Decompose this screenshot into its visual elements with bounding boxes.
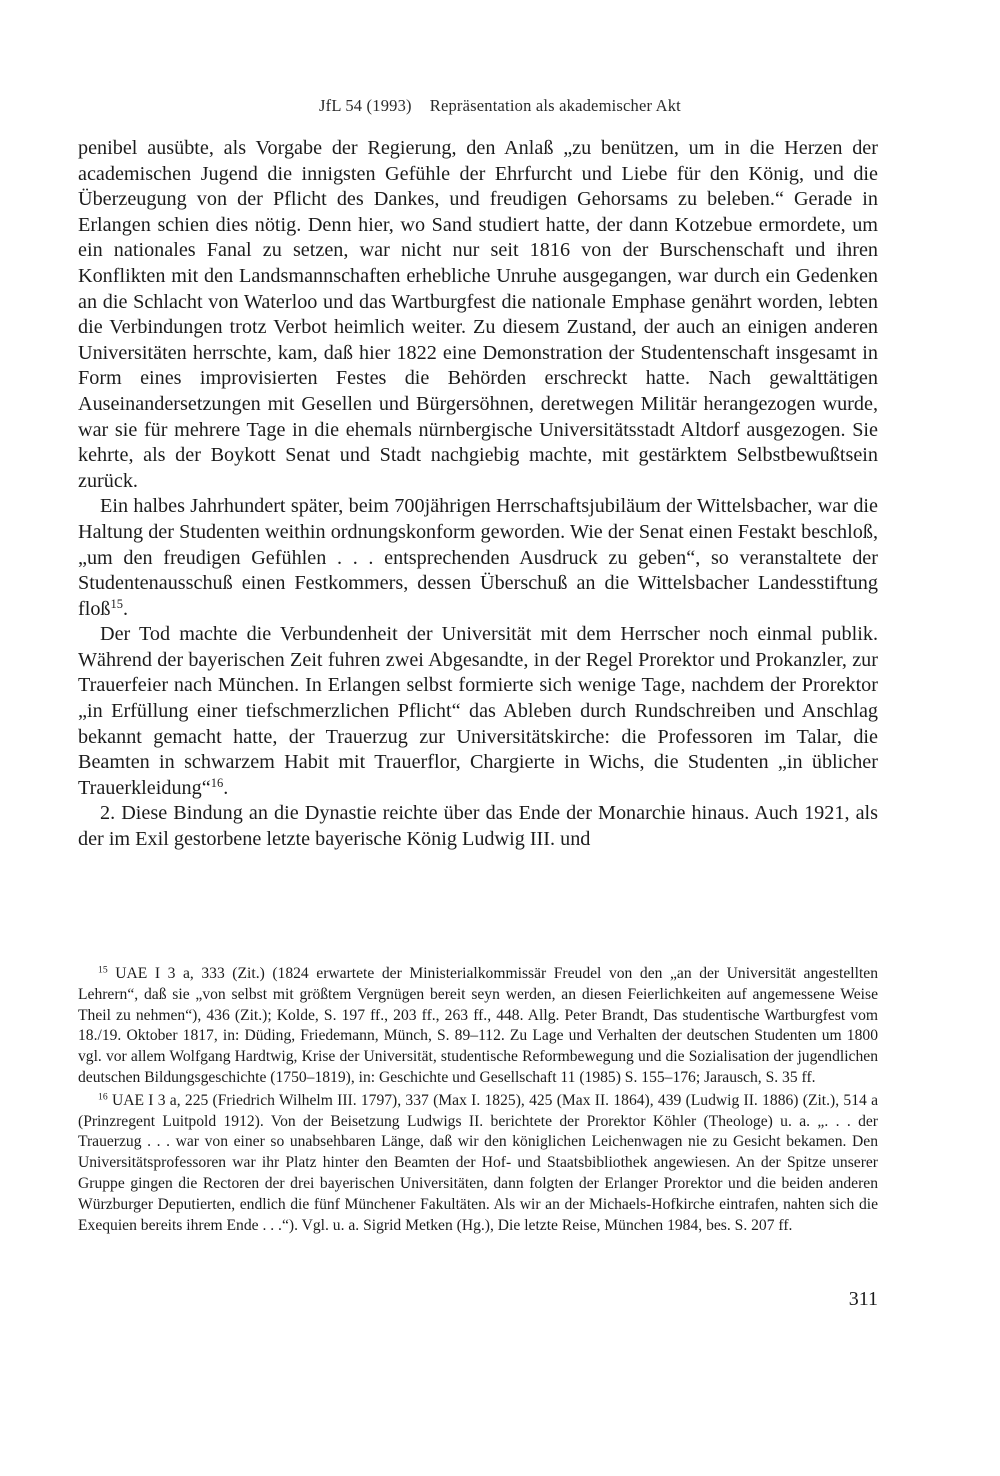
footnote-ref-16[interactable]: 16: [210, 775, 224, 790]
footnote-15: [78, 964, 878, 1089]
paragraph-3-end: .: [223, 776, 229, 799]
paragraph-4: 2. Diese Bindung an die Dynastie reichte über das Ende der Monarchie hinaus. Auch 1921, als der im Exil gestorbene letzte bayerische König Ludwig III. und: [78, 802, 878, 851]
journal-reference: JfL 54 (1993): [319, 96, 412, 115]
page-number: 311: [848, 1288, 878, 1310]
paragraph-2: [78, 494, 878, 622]
footnote-text: UAE I 3 a, 333 (Zit.) (1824 erwartete der Ministerialkommissär Freudel von den „an der Universität angestellten Lehrern“, daß sie „von selbst mit größtem Vergnügen bereit seyn werden, an diesen Feierlichkeiten auf angemessene Weise Theil zu nehmen“), 436 (Zit.); Kolde, S. 197 ff., 203 ff., 263 ff., 448. Allg. Peter Brandt, Das studentische Wartburgfest vom 18./19. Oktober 1817, in: Düding, Friedemann, Münch, S. 89–112. Zu Lage und Verhalten der deutschen Studenten um 1800 vgl. vor allem Wolfgang Hardtwig, Krise der Universität, studentische Reformbewegung und die Sozialisation der jugendlichen deutschen Bildungsgeschichte (1750–1819), in: Geschichte und Gesellschaft 11 (1985) S. 155–176; Jarausch, S. 35 ff.: [78, 965, 878, 1086]
footnote-number: 15: [98, 964, 108, 976]
paragraph-3: [78, 622, 878, 801]
footnotes: [78, 964, 878, 1238]
paragraph-2-end: .: [123, 597, 129, 620]
paragraph-3-text: Der Tod machte die Verbundenheit der Universität mit dem Herrscher noch einmal publik. Während der bayerischen Zeit fuhren zwei Abgesandte, in der Regel Prorektor und Prokanzler, zur Trauerfeier nach München. In Erlangen selbst formierte sich wenige Tage, nachdem der Prorektor „in Erfüllung einer tiefschmerzlichen Pflicht“ das Ableben durch Rundschreiben und Anschlag bekannt gemacht hatte, der Trauerzug zur Universitätskirche: die Professoren im Talar, die Beamten in schwarzem Habit mit Trauerflor, Chargierte in Wichs, die Studenten „in üblicher Trauerkleidung“: [78, 623, 878, 799]
running-head: [0, 96, 1000, 116]
main-text: [78, 136, 878, 853]
paragraph-2-text: Ein halbes Jahrhundert später, beim 700jährigen Herrschaftsjubiläum der Wittelsbacher, war die Haltung der Studenten weithin ordnungskonform geworden. Wie der Senat einen Festakt beschloß, „um den freudigen Gefühlen . . . entsprechenden Ausdruck zu geben“, so veranstaltete der Studentenausschuß einen Festkommers, dessen Überschuß an die Wittelsbacher Landesstiftung floß: [78, 495, 878, 620]
footnote-16: [78, 1091, 878, 1237]
footnote-number: 16: [98, 1091, 108, 1103]
footnote-ref-15[interactable]: 15: [110, 596, 124, 611]
footnote-text: UAE I 3 a, 225 (Friedrich Wilhelm III. 1797), 337 (Max I. 1825), 425 (Max II. 1864), 439 (Ludwig II. 1886) (Zit.), 514 a (Prinzregent Luitpold 1912). Von der Beisetzung Ludwigs II. berichtete der Prorektor Köhler (Theologe) u. a. „. . . der Trauerzug . . . war von einer so unabsehbaren Länge, daß wir den königlichen Leichenwagen nie zu Gesicht bekamen. Den Universitätsprofessoren war ihr Platz hinter den Beamten der Hof- und Staatsbibliothek angewiesen. An der Spitze unserer Gruppe gingen die Rectoren der drei bayerischen Universitäten, dann folgten der Erlanger Prorektor und die beiden anderen Würzburger Deputierten, endlich die fünf Münchener Fakultäten. Als wir an der Michaels-Hofkirche eintrafen, nahten sich die Exequien bereits ihrem Ende . . .“). Vgl. u. a. Sigrid Metken (Hg.), Die letzte Reise, München 1984, bes. S. 207 ff.: [78, 1091, 878, 1234]
paragraph-1: penibel ausübte, als Vorgabe der Regierung, den Anlaß „zu benützen, um in die Herzen der academischen Jugend die innigsten Gefühle der Ehrfurcht und Liebe für den König, und die Überzeugung von der Pflicht des Dankes, und freudigen Gehorsams zu beleben.“ Gerade in Erlangen schien dies nötig. Denn hier, wo Sand studiert hatte, der dann Kotzebue ermordete, um ein nationales Fanal zu setzen, war nicht nur seit 1816 von der Burschenschaft und ihren Konflikten mit den Landsmannschaften erhebliche Unruhe ausgegangen, war durch ein Gedenken an die Schlacht von Waterloo und das Wartburgfest die nationale Emphase genährt worden, lebten die Verbindungen trotz Verbot heimlich weiter. Zu diesem Zustand, der auch an einigen anderen Universitäten herrschte, kam, daß hier 1822 eine Demonstration der Studentenschaft insgesamt in Form eines improvisierten Festes die Behörden erschreckt hatte. Nach gewalttätigen Auseinandersetzungen mit Gesellen und Bürgersöhnen, deretwegen Militär herangezogen wurde, war sie für mehrere Tage in die ehemals nürnbergische Universitätsstadt Altdorf ausgezogen. Sie kehrte, als der Boykott Senat und Stadt nachgiebig machte, mit gestärktem Selbstbewußtsein zurück.: [78, 137, 878, 492]
article-title: Repräsentation als akademischer Akt: [429, 96, 681, 115]
